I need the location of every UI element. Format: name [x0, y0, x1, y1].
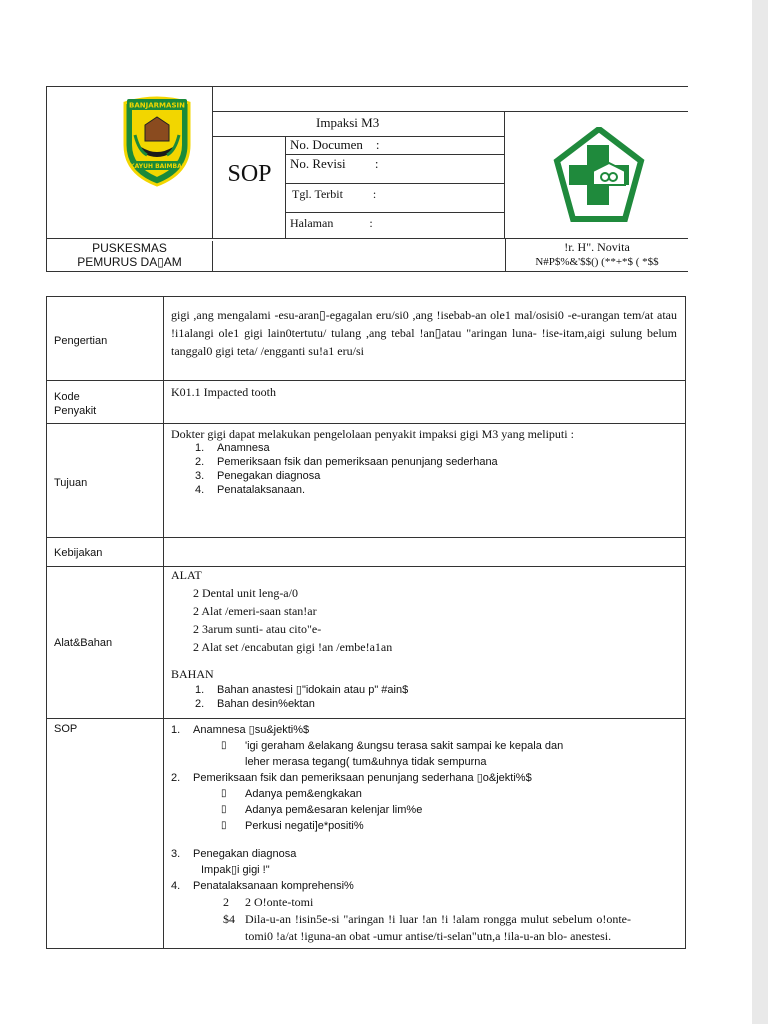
row-kode — [47, 380, 685, 424]
sop-step-1: 1. Anamnesa ▯su&jekti%$ — [171, 724, 310, 736]
bahan-heading: BAHAN — [171, 667, 214, 681]
sop-body-table — [46, 296, 686, 949]
page-label: Halaman : — [290, 216, 373, 230]
bahan-item: 1. Bahan anastesi ▯"idokain atau p" #ain$ — [195, 684, 409, 696]
kode-text: K01.1 Impacted tooth — [171, 385, 276, 399]
logo-top-text: BANJARMASIN — [129, 101, 185, 110]
sop-label: SOP — [227, 160, 272, 187]
bullet-icon: ▯ — [221, 820, 227, 831]
organization-name — [47, 241, 213, 272]
bullet-icon: ▯ — [221, 788, 227, 799]
alat-item: 2 Alat /emeri-saan stan!ar — [193, 604, 317, 618]
label-alat-bahan: Alat&Bahan — [54, 637, 113, 649]
banjarmasin-crest-icon — [121, 95, 193, 187]
sop-step-2-bullet: ▯ Adanya pem&engkakan — [221, 788, 362, 800]
sop-step-4: 4. Penatalaksanaan komprehensi% — [171, 880, 354, 892]
row-kebijakan — [47, 537, 685, 567]
doc-number-label: No. Documen : — [290, 137, 380, 152]
pengertian-text: gigi ,ang mengalami -esu-aran▯-egagalan eru/si0 ,ang !isebab-an ole1 mal/osisi0 -e-urangan tem/at atau !i1alangi ole1 gigi lain0tertutu/ tulang ,ang tebal !an▯atau "aringan luna- !ise-itam,aigi sulung belum tanggal0 gigi teta/ /engganti su!a1 eru/si — [171, 308, 677, 358]
bullet-icon: ▯ — [221, 740, 227, 751]
tujuan-item: 4. Penatalaksanaan. — [195, 484, 306, 496]
org-line-1: PUSKESMAS — [92, 241, 167, 255]
issue-date-label: Tgl. Terbit : — [292, 187, 377, 201]
label-sop: SOP — [54, 723, 78, 735]
sop-step-2-bullet: ▯ Adanya pem&esaran kelenjar lim%e — [221, 804, 423, 816]
scrollbar-track[interactable] — [752, 0, 768, 1024]
row-pengertian — [47, 297, 685, 380]
puskesmas-cross-icon — [553, 127, 645, 223]
logo-cell — [47, 87, 213, 238]
alat-heading: ALAT — [171, 568, 202, 582]
label-pengertian: Pengertian — [54, 335, 108, 347]
doc-title: Impaksi M3 — [316, 115, 380, 130]
sop-step-2-bullet: ▯ Perkusi negati]e*positi% — [221, 820, 364, 832]
logo-bottom-text: KAYUH BAIMBAI — [130, 163, 184, 170]
head-id: N#P$%&'$$() (**+*$ ( *$$ — [535, 256, 659, 268]
head-signature — [505, 238, 688, 272]
tujuan-item: 3. Penegakan diagnosa — [195, 470, 321, 482]
bullet-icon: ▯ — [221, 804, 227, 815]
label-tujuan: Tujuan — [54, 477, 88, 489]
row-sop — [47, 718, 685, 949]
row-alat-bahan — [47, 566, 685, 719]
bahan-item: 2. Bahan desin%ektan — [195, 698, 315, 710]
row-tujuan — [47, 423, 685, 538]
sop-step-4-a: 2 2 O!onte-tomi — [223, 895, 314, 909]
alat-item: 2 3arum sunti- atau cito"e- — [193, 622, 322, 636]
sop-header-table — [46, 86, 688, 272]
revision-label: No. Revisi : — [290, 156, 379, 171]
sop-step-2: 2. Pemeriksaan fsik dan pemeriksaan penunjang sederhana ▯o&jekti%$ — [171, 772, 532, 784]
label-kode-1: Kode — [54, 391, 80, 403]
org-line-2: PEMURUS DA▯AM — [77, 255, 182, 269]
label-kode-2: Penyakit — [54, 405, 97, 417]
tujuan-item: 2. Pemeriksaan fsik dan pemeriksaan penunjang sederhana — [195, 456, 498, 468]
sop-step-4-b: $4 Dila-u-an !isin5e-si "aringan !i luar !an !i !alam rongga mulut sebelum o!onte-tomi0 !a/at !iguna-an obat -umur antise/ti-selan"utn,a !ila-u-an blo- anestesi. — [223, 912, 631, 943]
alat-item: 2 Alat set /encabutan gigi !an /embe!a1an — [193, 640, 393, 654]
sop-step-1-bullet: ▯ 'igi geraham &elakang &ungsu terasa sakit sampai ke kepala dan leher merasa tegang( tum&uhnya tidak sempurna — [221, 740, 564, 768]
label-kebijakan: Kebijakan — [54, 547, 103, 559]
tujuan-item: 1. Anamnesa — [195, 442, 270, 454]
sop-step-3-sub: Impak▯i gigi !" — [201, 864, 270, 876]
head-name: !r. H". Novita — [564, 240, 630, 254]
tujuan-intro: Dokter gigi dapat melakukan pengelolaan penyakit impaksi gigi M3 yang meliputi : — [171, 427, 574, 441]
sop-step-3: 3. Penegakan diagnosa — [171, 848, 297, 860]
alat-item: 2 Dental unit leng-a/0 — [193, 586, 298, 600]
